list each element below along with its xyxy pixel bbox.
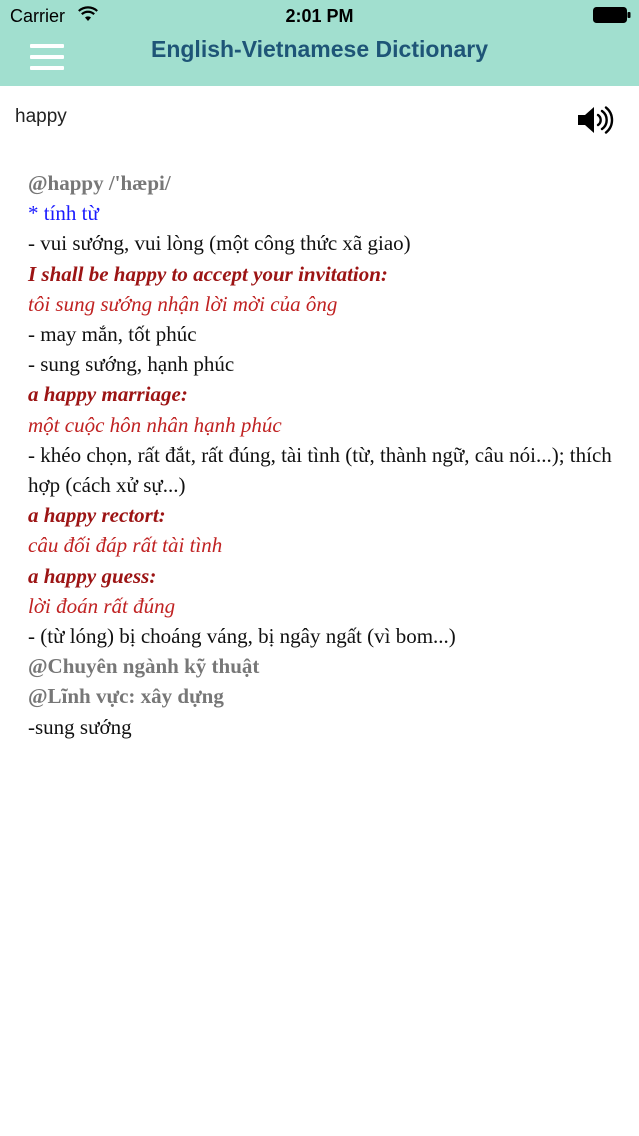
example-translation: lời đoán rất đúng xyxy=(28,593,176,618)
status-time: 2:01 PM xyxy=(285,6,354,26)
definition-line: -sung sướng xyxy=(28,714,132,739)
definition-content xyxy=(28,168,618,742)
header-bar xyxy=(0,0,639,86)
field-heading: @Lĩnh vực: xây dựng xyxy=(28,684,224,709)
example-translation: câu đối đáp rất tài tình xyxy=(28,533,223,558)
battery-icon xyxy=(593,7,631,23)
definition-line: - may mắn, tốt phúc xyxy=(28,322,197,347)
example-translation: một cuộc hôn nhân hạnh phúc xyxy=(28,412,282,437)
example-phrase: a happy rectort: xyxy=(28,503,166,528)
example-phrase: I shall be happy to accept your invitation: xyxy=(28,261,388,286)
search-row xyxy=(0,86,639,152)
page-title: English-Vietnamese Dictionary xyxy=(150,36,488,62)
navigation-bar xyxy=(0,32,639,86)
definition-line: - (từ lóng) bị choáng váng, bị ngây ngất (vì bom...) xyxy=(28,624,456,649)
definition-line: - sung sướng, hạnh phúc xyxy=(28,352,235,377)
example-phrase: a happy guess: xyxy=(28,563,157,588)
example-translation: tôi sung sướng nhận lời mời của ông xyxy=(28,291,338,316)
speaker-volume-icon[interactable] xyxy=(576,105,614,135)
headword-line: @happy /'hæpi/ xyxy=(28,171,171,195)
domain-heading: @Chuyên ngành kỹ thuật xyxy=(28,654,260,679)
part-of-speech: * tính từ xyxy=(28,201,99,226)
example-phrase: a happy marriage: xyxy=(28,382,188,407)
definition-line: - khéo chọn, rất đắt, rất đúng, tài tình (từ, thành ngữ, câu nói...); thích hợp (cách xử sự...) xyxy=(28,442,612,498)
definition-line: - vui sướng, vui lòng (một công thức xã giao) xyxy=(28,231,411,256)
status-bar xyxy=(0,0,639,32)
carrier-label: Carrier xyxy=(10,6,66,26)
search-input[interactable] xyxy=(15,106,535,128)
